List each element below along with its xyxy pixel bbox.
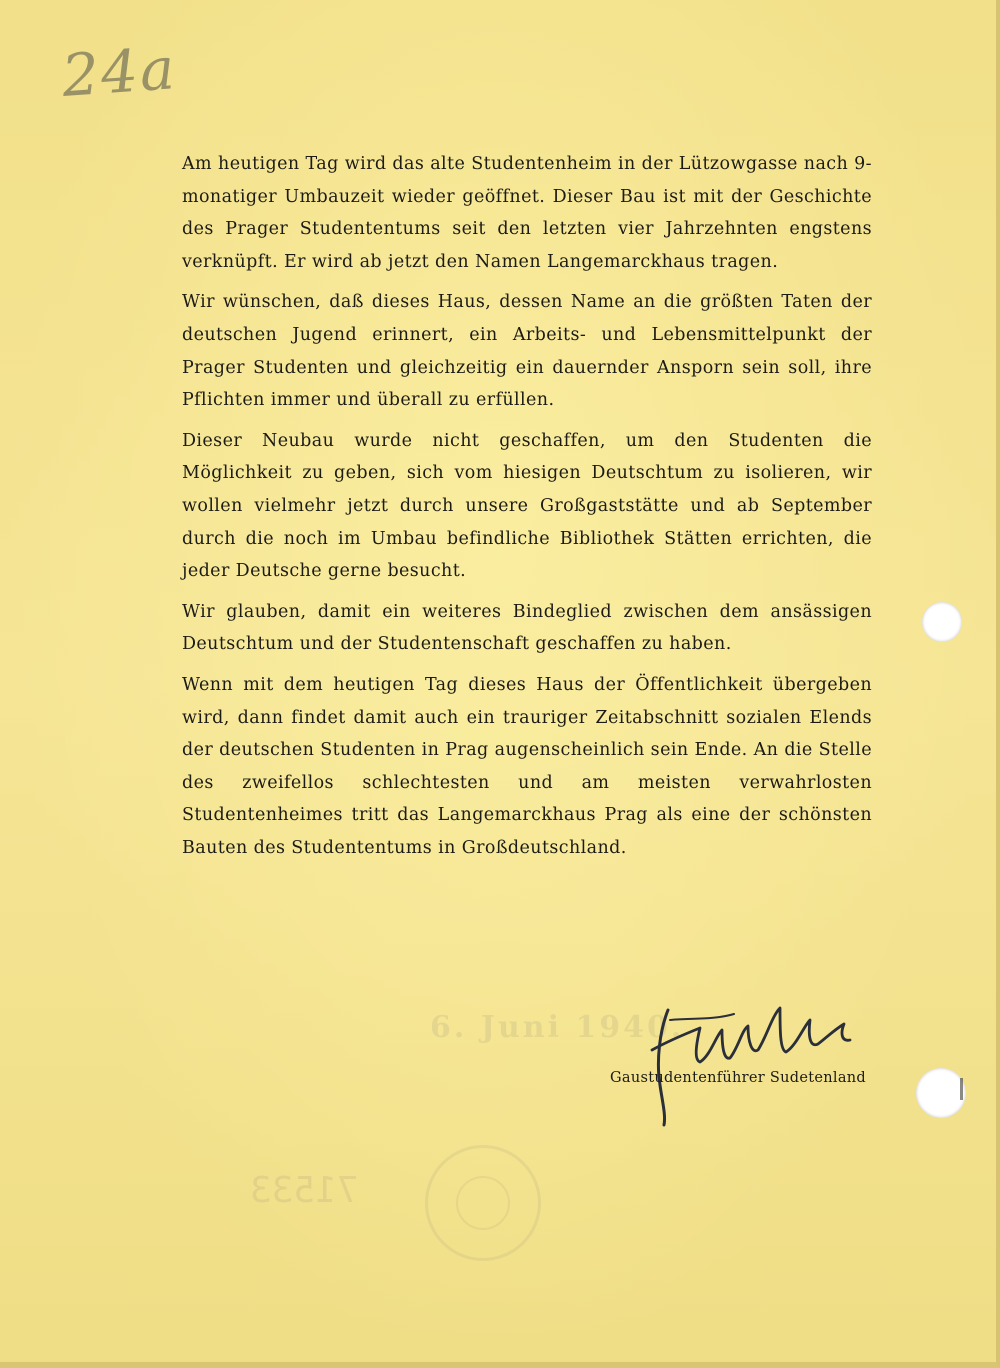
paragraph-3: Dieser Neubau wurde nicht geschaffen, um den Studenten die Möglichkeit zu geben, sich vom hiesigen Deutschtum zu isolieren, wir wollen vielmehr jetzt durch unsere Großgaststätte und ab September durch die noch im Umbau befindliche Bibliothek Stätten errichten, die jeder Deutsche gerne besucht. bbox=[182, 430, 872, 582]
paragraph-1: Am heutigen Tag wird das alte Studentenheim in der Lützowgasse nach 9-monatiger Umbauzeit wieder geöffnet. Dieser Bau ist mit der Geschichte des Prager Studententums seit den letzten vier Jahrzehnten engstens verknüpft. Er wird ab jetzt den Namen Langemarckhaus tragen. bbox=[182, 154, 872, 272]
punch-hole-top bbox=[922, 602, 962, 642]
paragraph-5: Wenn mit dem heutigen Tag dieses Haus der Öffentlichkeit übergeben wird, dann findet damit auch ein trauriger Zeitabschnitt sozialen Elends der deutschen Studenten in Prag augenscheinlich sein Ende. An die Stelle des zweifellos schlechtesten und am meisten verwahrlosten Studentenheimes tritt das Langemarckhaus Prag als eine der schönsten Bauten des Studententums in Großdeutschland. bbox=[182, 674, 872, 858]
handwritten-signature bbox=[630, 990, 870, 1130]
paragraph-2: Wir wünschen, daß dieses Haus, dessen Name an die größten Taten der deutschen Jugend erinnert, ein Arbeits- und Lebensmittelpunkt der Prager Studenten und gleichzeitig ein dauernder Ansporn sein soll, ihre Pflichten immer und überall zu erfüllen. bbox=[182, 292, 872, 411]
margin-mark bbox=[960, 1078, 963, 1100]
show-through-number: 71533 bbox=[250, 1170, 359, 1211]
show-through-stamp bbox=[425, 1145, 541, 1261]
archive-number: 24a bbox=[59, 34, 179, 110]
signature-block bbox=[610, 990, 890, 1140]
show-through-date: 6. Juni 1940. bbox=[430, 1010, 685, 1045]
signer-title: Gaustudentenführer Sudetenland bbox=[610, 1070, 867, 1086]
paragraph-4: Wir glauben, damit ein weiteres Bindeglied zwischen dem ansässigen Deutschtum und der Studentenschaft geschaffen zu haben. bbox=[182, 601, 872, 655]
document-body bbox=[182, 148, 872, 872]
punch-hole-bottom bbox=[916, 1068, 966, 1118]
